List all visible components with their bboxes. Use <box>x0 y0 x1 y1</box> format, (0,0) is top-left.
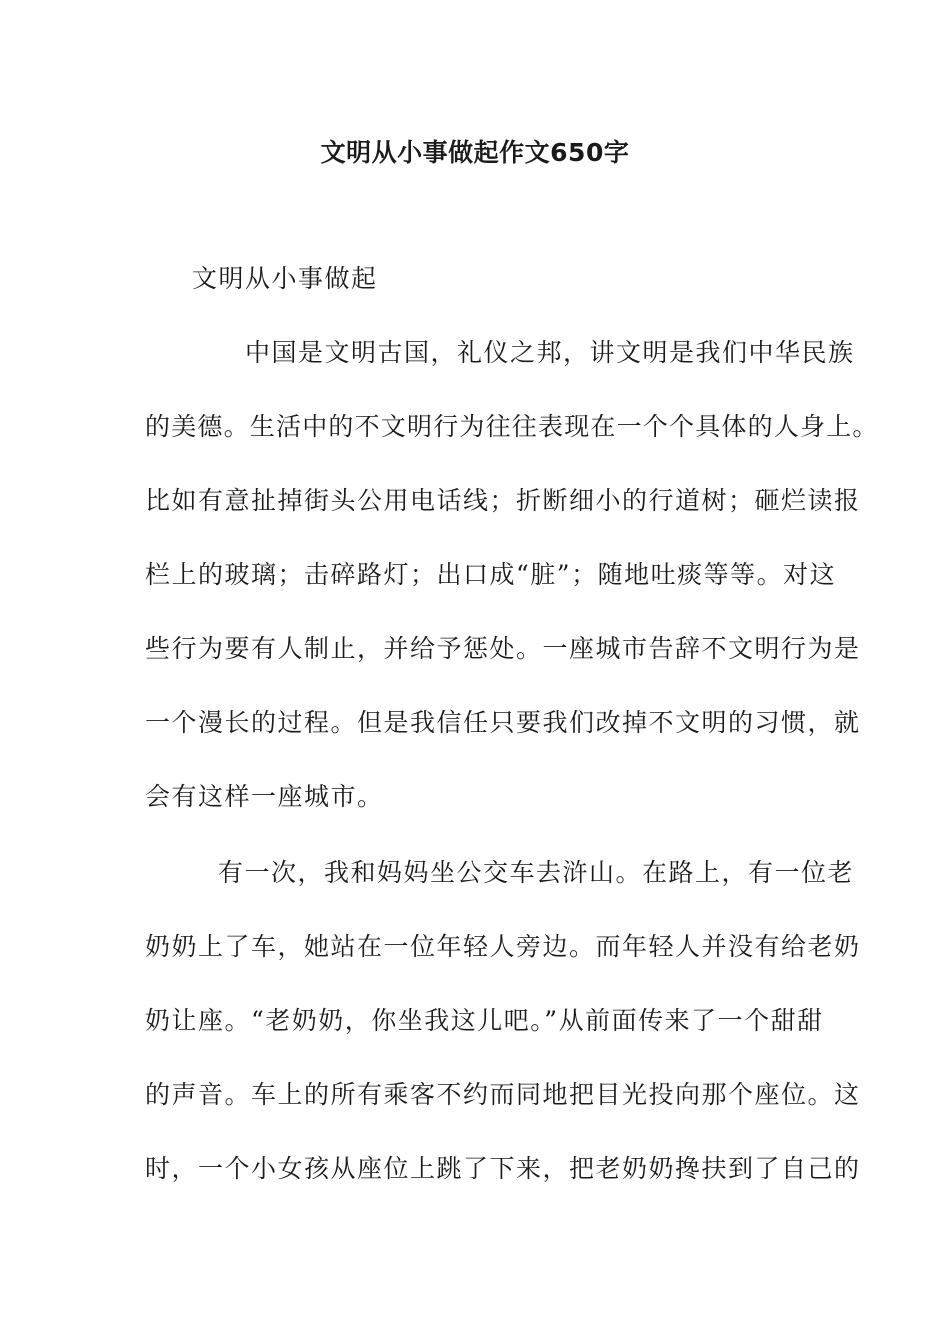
document-title: 文明从小事做起作文650字 <box>320 138 630 167</box>
paragraph-line: 栏上的玻璃；击碎路灯；出口成“脏”；随地吐痰等等。对这 <box>145 560 837 589</box>
paragraph-line: 有一次，我和妈妈坐公交车去浒山。在路上，有一位老 <box>218 858 855 887</box>
essay-subtitle: 文明从小事做起 <box>192 264 378 293</box>
paragraph-line: 奶奶上了车，她站在一位年轻人旁边。而年轻人并没有给老奶 <box>145 932 861 961</box>
paragraph-line: 会有这样一座城市。 <box>145 782 384 811</box>
paragraph-line: 一个漫长的过程。但是我信任只要我们改掉不文明的习惯，就 <box>145 708 861 737</box>
paragraph-line: 中国是文明古国，礼仪之邦，讲文明是我们中华民族 <box>245 338 855 367</box>
paragraph-line: 比如有意扯掉街头公用电话线；折断细小的行道树；砸烂读报 <box>145 486 861 515</box>
paragraph-line: 奶让座。“老奶奶，你坐我这儿吧。”从前面传来了一个甜甜 <box>145 1006 824 1035</box>
paragraph-line: 的声音。车上的所有乘客不约而同地把目光投向那个座位。这 <box>145 1080 861 1109</box>
paragraph-line: 的美德。生活中的不文明行为往往表现在一个个具体的人身上。 <box>145 412 879 441</box>
paragraph-line: 些行为要有人制止，并给予惩处。一座城市告辞不文明行为是 <box>145 634 861 663</box>
paragraph-line: 时，一个小女孩从座位上跳了下来，把老奶奶搀扶到了自己的 <box>145 1154 861 1183</box>
